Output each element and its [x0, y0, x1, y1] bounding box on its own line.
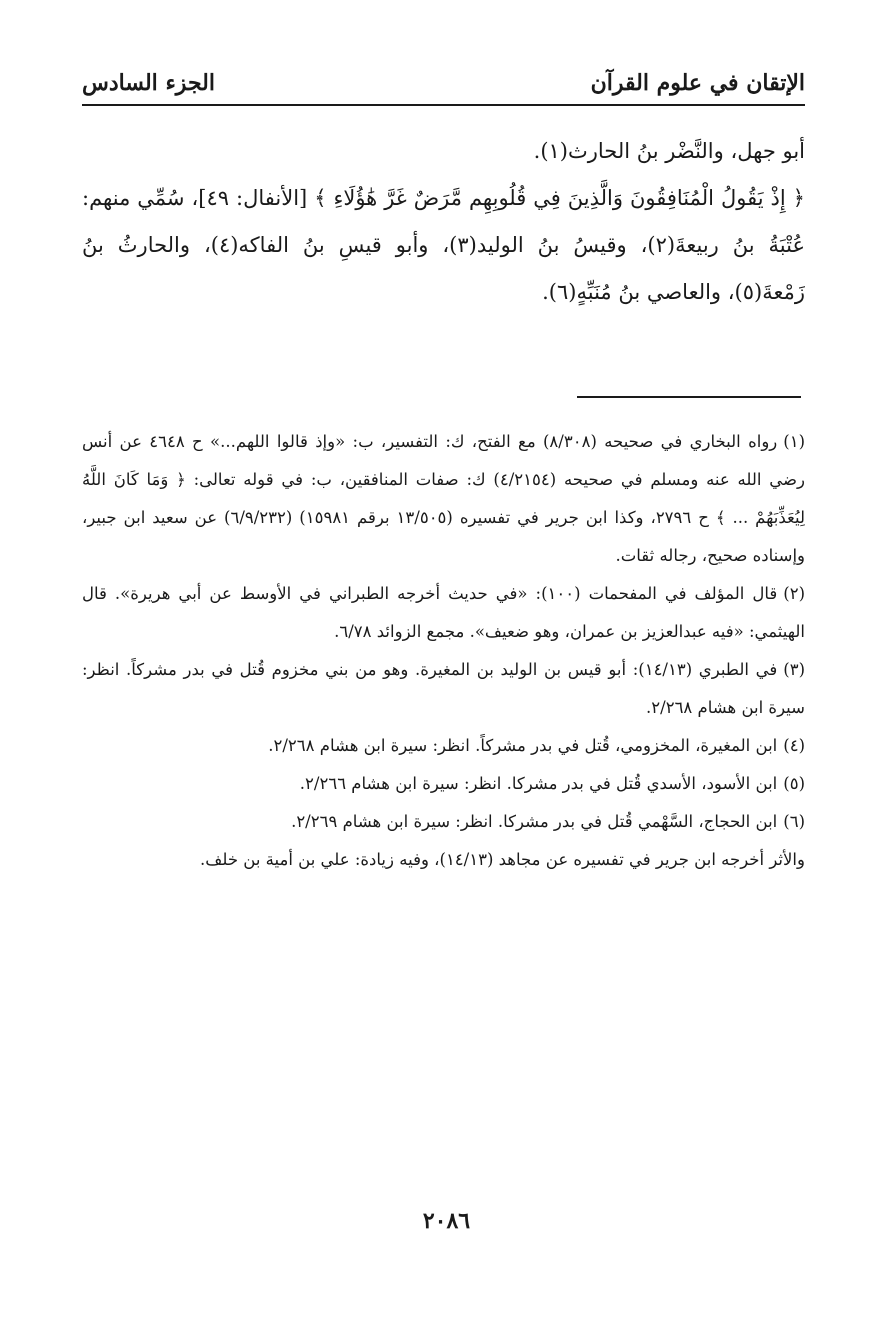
footnote-6 [82, 803, 805, 841]
footnote-text: ابن الأسود، الأسدي قُتل في بدر مشركا. انظر: سيرة ابن هشام ٢/٢٦٦. [299, 774, 778, 793]
footnote-text: قال المؤلف في المفحمات (١٠٠): «في حديث أخرجه الطبراني في الأوسط عن أبي هريرة». قال الهيثمي: «فيه عبدالعزيز بن عمران، وهو ضعيف». مجمع الزوائد ٦/٧٨. [82, 584, 805, 641]
footnote-number: (٦) [783, 812, 805, 831]
footnote-2 [82, 575, 805, 651]
volume-label: الجزء السادس [82, 70, 215, 96]
footnotes [82, 423, 805, 879]
footnote-text: ابن الحجاج، السَّهْمي قُتل في بدر مشركا. انظر: سيرة ابن هشام ٢/٢٦٩. [291, 812, 778, 831]
footnote-number: (٣) [783, 660, 806, 679]
footnote-3 [82, 651, 805, 727]
footnote-number: (١) [783, 432, 806, 451]
page-header [82, 62, 805, 106]
footnote-1 [82, 423, 805, 575]
main-text [82, 128, 805, 316]
page-number: ٢٠٨٦ [422, 1208, 471, 1234]
footnote-number: (٤) [783, 736, 805, 755]
footnote-separator [577, 396, 801, 398]
footnote-number: (٥) [783, 774, 805, 793]
footnote-6-continuation [82, 841, 805, 879]
main-paragraph-2: ﴿ إِذْ يَقُولُ الْمُنَافِقُونَ وَالَّذِينَ فِي قُلُوبِهِم مَّرَضٌ غَرَّ هَٰؤُلَاءِ ﴾ [الأنفال: ٤٩]، سُمِّي منهم: عُتْبَةُ بنُ ربيعةَ(٢)، وقيسُ بنُ الوليد(٣)، وأبو قيسِ بنُ الفاكه(٤)، والحارثُ بنُ زَمْعةَ(٥)، والعاصي بنُ مُنَبِّهٍ(٦). [82, 186, 806, 304]
footnote-text: رواه البخاري في صحيحه (٨/٣٠٨) مع الفتح، ك: التفسير، ب: «وإذ قالوا اللهم...» ح ٤٦٤٨ عن أنس رضي الله عنه ومسلم في صحيحه (٤/٢١٥٤) ك: صفات المنافقين، ب: في قوله تعالى: ﴿ وَمَا كَانَ اللَّهُ لِيُعَذِّبَهُمْ ... ﴾ ح ٢٧٩٦، وكذا ابن جرير في تفسيره (١٣/٥٠٥ برقم ١٥٩٨١) (٦/٩/٢٣٢) عن سعيد ابن جبير، وإسناده صحيح، رجاله ثقات. [82, 432, 805, 565]
footnote-text: ابن المغيرة، المخزومي، قُتل في بدر مشركاً. انظر: سيرة ابن هشام ٢/٢٦٨. [268, 736, 778, 755]
footnote-text: في الطبري (١٤/١٣): أبو قيس بن الوليد بن المغيرة. وهو من بني مخزوم قُتل في بدر مشركاً. انظر: سيرة ابن هشام ٢/٢٦٨. [82, 660, 805, 717]
footnote-number: (٢) [783, 584, 805, 603]
main-paragraph-1: أبو جهل، والنَّضْر بنُ الحارث(١). [533, 139, 805, 163]
book-title: الإتقان في علوم القرآن [590, 70, 805, 96]
footnote-5 [82, 765, 805, 803]
footnote-4 [82, 727, 805, 765]
footnote-text: والأثر أخرجه ابن جرير في تفسيره عن مجاهد (١٤/١٣)، وفيه زيادة: علي بن أمية بن خلف. [200, 850, 805, 869]
